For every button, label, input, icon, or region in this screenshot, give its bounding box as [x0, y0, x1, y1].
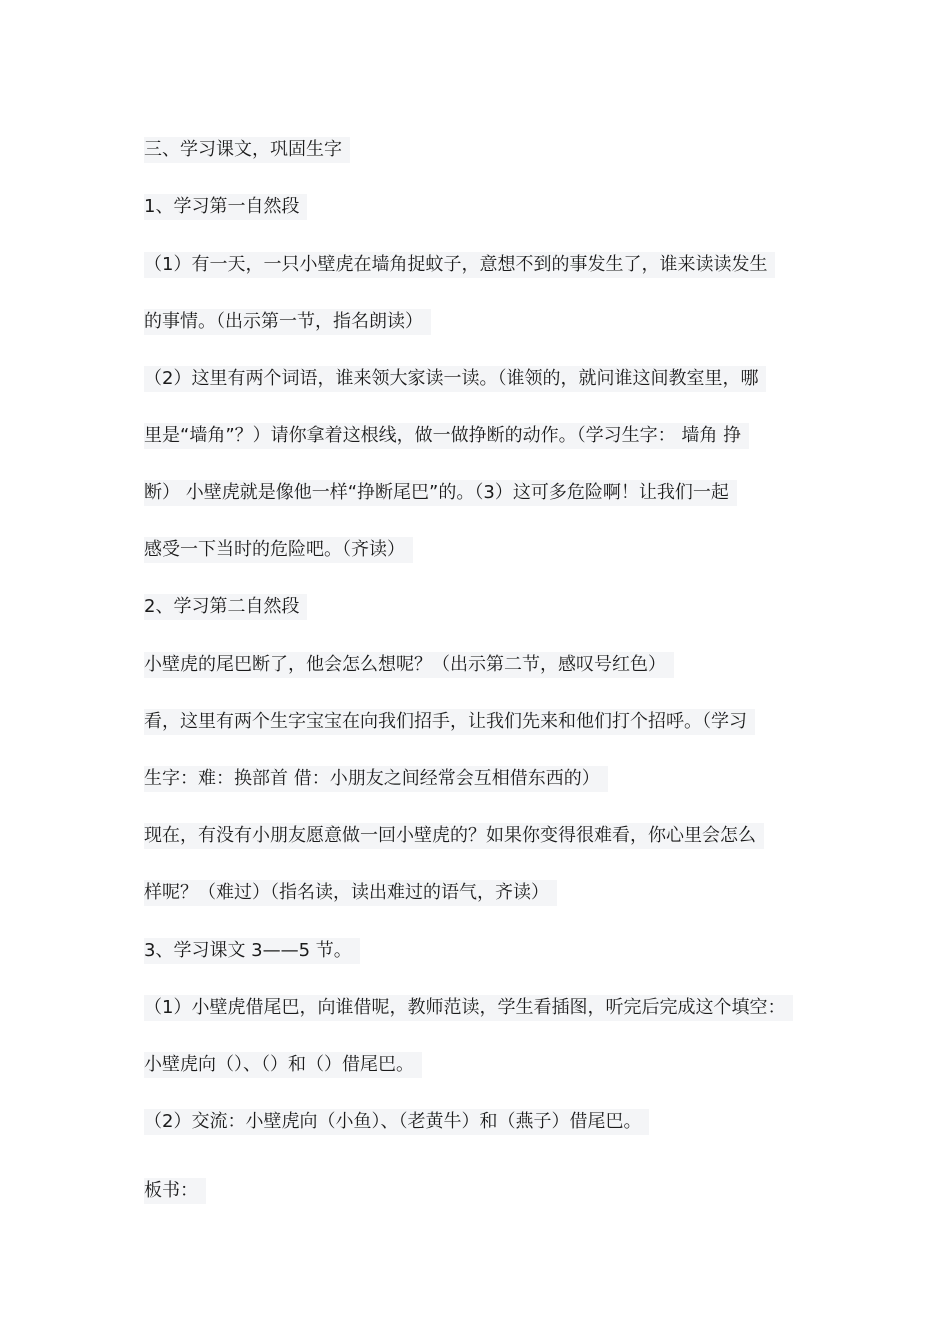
paragraph-line: （1）有一天，一只小壁虎在墙角捉蚊子，意想不到的事发生了，谁来读读发生 — [144, 252, 775, 278]
paragraph-line: 看，这里有两个生字宝宝在向我们招手，让我们先来和他们打个招呼。（学习 — [144, 709, 755, 735]
paragraph-line: 里是“墙角”？）请你拿着这根线，做一做挣断的动作。（学习生字： 墙角 挣 — [144, 423, 749, 449]
paragraph-line: 断） 小壁虎就是像他一样“挣断尾巴”的。（3）这可多危险啊！让我们一起 — [144, 480, 737, 506]
paragraph-line: 小壁虎向（）、（）和（）借尾巴。 — [144, 1052, 422, 1078]
paragraph-line: 感受一下当时的危险吧。（齐读） — [144, 537, 413, 563]
subsection-heading: 3、学习课文 3——5 节。 — [144, 938, 360, 964]
subsection-heading: 1、学习第一自然段 — [144, 194, 307, 220]
paragraph-line: （2）交流：小壁虎向（小鱼）、（老黄牛）和（燕子）借尾巴。 — [144, 1109, 649, 1135]
blackboard-label: 板书： — [144, 1178, 206, 1204]
paragraph-line: 的事情。（出示第一节，指名朗读） — [144, 309, 431, 335]
paragraph-line: 小壁虎的尾巴断了，他会怎么想呢？（出示第二节，感叹号红色） — [144, 652, 674, 678]
paragraph-line: 生字：难：换部首 借：小朋友之间经常会互相借东西的） — [144, 766, 608, 792]
paragraph-line: （2）这里有两个词语，谁来领大家读一读。（谁领的，就问谁这间教室里，哪 — [144, 366, 766, 392]
paragraph-line: 现在，有没有小朋友愿意做一回小壁虎的？如果你变得很难看，你心里会怎么 — [144, 823, 764, 849]
subsection-heading: 2、学习第二自然段 — [144, 594, 307, 620]
paragraph-line: （1）小壁虎借尾巴，向谁借呢，教师范读，学生看插图，听完后完成这个填空： — [144, 995, 793, 1021]
section-heading: 三、学习课文，巩固生字 — [144, 137, 350, 163]
paragraph-line: 样呢？（难过）（指名读，读出难过的语气，齐读） — [144, 880, 557, 906]
